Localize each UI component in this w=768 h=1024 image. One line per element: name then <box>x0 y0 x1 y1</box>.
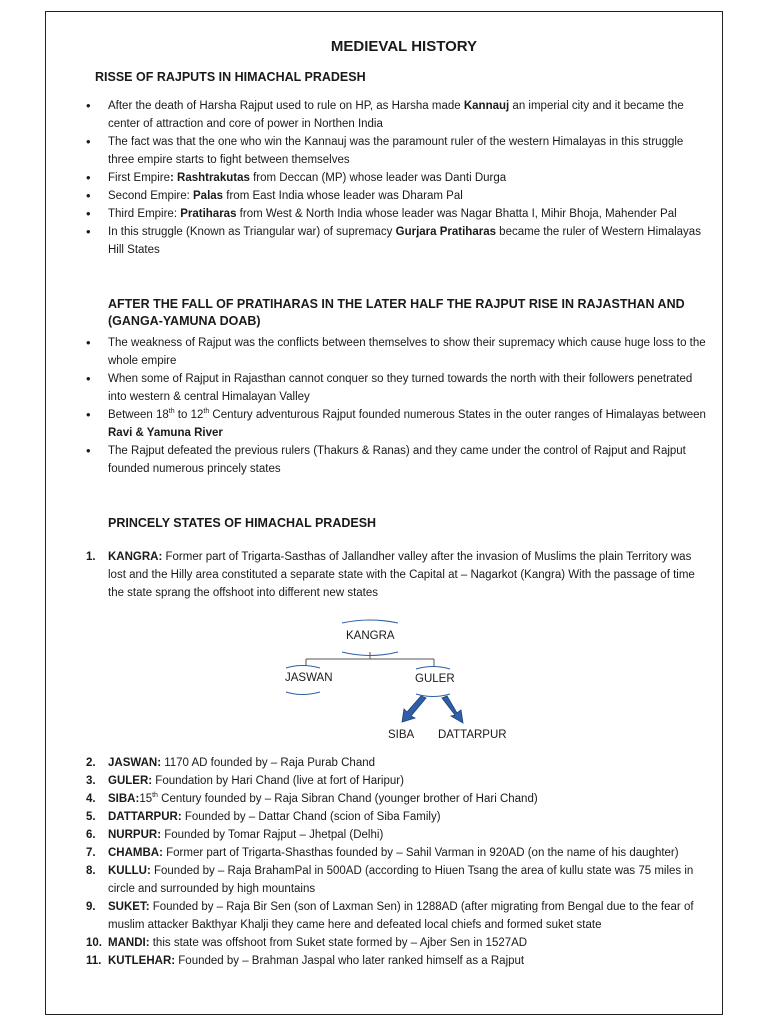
section-heading-rajput-rise-rajasthan: AFTER THE FALL OF PRATIHARAS IN THE LATER HALF THE RAJPUT RISE IN RAJASTHAN AND (GANGA-YAMUNA DOAB) <box>108 297 685 328</box>
list-item: 7. CHAMBA: Former part of Trigarta-Shasthas founded by – Sahil Varman in 920AD (on the name of his daughter) <box>86 847 679 859</box>
list-item: 1. KANGRA: Former part of Trigarta-Sasthas of Jallandher valley after the invasion of Muslims the plain Territory was lost and the Hilly area constituted a separate state with the Capital at – Nagarkot (Kangra) With the passage of time the state sprang the offshoot into different new states <box>86 551 695 599</box>
arrow-to-siba-icon <box>402 696 426 722</box>
rajput-rise-list <box>86 97 706 259</box>
tree-node-jaswan: JASWAN <box>285 672 333 684</box>
list-item: • After the death of Harsha Rajput used to rule on HP, as Harsha made Kannauj an imperial city and it became the center of attraction and core of power in Northen India <box>86 97 706 133</box>
tree-node-dattarpur: DATTARPUR <box>438 729 507 741</box>
list-item: 9. SUKET: Founded by – Raja Bir Sen (son of Laxman Sen) in 1288AD (after migrating from Bengal due to the fear of muslim attacker Bakthyar Khalji they came here and defeated local chiefs and formed suket state <box>86 901 694 931</box>
rajput-rajasthan-list <box>86 334 706 478</box>
list-item: 6. NURPUR: Founded by Tomar Rajput – Jhetpal (Delhi) <box>86 829 384 841</box>
tree-node-guler: GULER <box>415 673 455 685</box>
list-item: 11. KUTLEHAR: Founded by – Brahman Jaspal who later ranked himself as a Rajput <box>86 955 525 967</box>
list-item: • Second Empire: Palas from East India whose leader was Dharam Pal <box>86 187 706 205</box>
list-item: • Between 18th to 12th Century adventurous Rajput founded numerous States in the outer ranges of Himalayas between Ravi & Yamuna River <box>86 406 706 442</box>
list-item: 10. MANDI: this state was offshoot from Suket state formed by – Ajber Sen in 1527AD <box>86 937 528 949</box>
arrow-to-dattarpur-icon <box>442 696 463 723</box>
jaswan-top-brace <box>286 666 320 669</box>
tree-node-kangra: KANGRA <box>346 630 395 642</box>
tree-node-siba: SIBA <box>388 729 415 741</box>
section-heading-rise-of-rajputs: RISSE OF RAJPUTS IN HIMACHAL PRADESH <box>95 70 366 84</box>
princely-states-list-top <box>86 548 706 602</box>
list-item: • When some of Rajput in Rajasthan cannot conquer so they turned towards the north with their followers penetrated into western & central Himalayan Valley <box>86 370 706 406</box>
list-item: 5. DATTARPUR: Founded by – Dattar Chand (scion of Siba Family) <box>86 811 441 823</box>
kangra-top-brace <box>342 620 398 623</box>
kangra-family-tree <box>270 612 510 752</box>
section-heading-princely-states: PRINCELY STATES OF HIMACHAL PRADESH <box>108 516 377 530</box>
list-item: • The fact was that the one who win the Kannauj was the paramount ruler of the western Himalayas in this struggle three empire starts to fight between themselves <box>86 133 706 169</box>
list-item: • The weakness of Rajput was the conflicts between themselves to show their supremacy which cause huge loss to the whole empire <box>86 334 706 370</box>
guler-top-brace <box>416 667 450 670</box>
jaswan-bottom-brace <box>286 692 320 695</box>
list-item: 3. GULER: Foundation by Hari Chand (live at fort of Haripur) <box>86 775 404 787</box>
page-title: MEDIEVAL HISTORY <box>330 38 478 55</box>
list-item: • Third Empire: Pratiharas from West & North India whose leader was Nagar Bhatta I, Mihir Bhoja, Mahender Pal <box>86 205 706 223</box>
list-item: • The Rajput defeated the previous rulers (Thakurs & Ranas) and they came under the control of Rajput and Rajput founded numerous princely states <box>86 442 706 478</box>
list-item: • First Empire: Rashtrakutas from Deccan (MP) whose leader was Danti Durga <box>86 169 706 187</box>
list-item: • In this struggle (Known as Triangular war) of supremacy Gurjara Pratiharas became the ruler of Western Himalayas Hill States <box>86 223 706 259</box>
list-item: 8. KULLU: Founded by – Raja BrahamPal in 500AD (according to Hiuen Tsang the area of kullu state was 75 miles in circle and surrounded by high mountains <box>86 865 694 895</box>
princely-states-list <box>86 754 706 970</box>
list-item: 4. SIBA:15th Century founded by – Raja Sibran Chand (younger brother of Hari Chand) <box>86 792 538 805</box>
list-item: 2. JASWAN: 1170 AD founded by – Raja Purab Chand <box>86 757 375 769</box>
